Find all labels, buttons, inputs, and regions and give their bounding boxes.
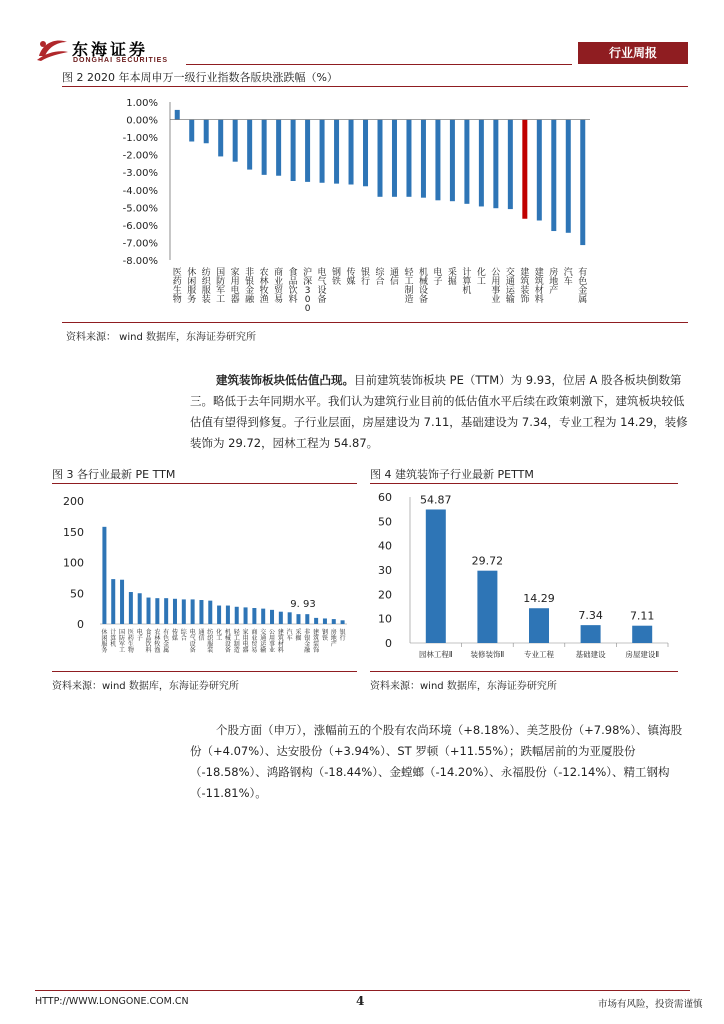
x-tick-label: 银行 bbox=[361, 268, 371, 287]
x-tick-label: 医药生物 bbox=[127, 629, 134, 654]
company-logo-icon bbox=[35, 36, 69, 62]
x-tick-label: 商业贸易 bbox=[251, 629, 258, 654]
bar bbox=[276, 120, 281, 176]
x-tick-label: 房屋建设Ⅱ bbox=[625, 650, 660, 659]
bar bbox=[341, 620, 345, 624]
bar bbox=[378, 120, 383, 197]
bar bbox=[147, 598, 151, 624]
data-label: 54.87 bbox=[420, 493, 452, 507]
bar bbox=[173, 599, 177, 624]
x-tick-label: 化工 bbox=[216, 629, 223, 642]
report-type-badge: 行业周报 bbox=[578, 42, 688, 64]
x-tick-label: 电子 bbox=[136, 629, 143, 642]
bar bbox=[435, 120, 440, 201]
figure3-top-rule bbox=[52, 483, 357, 484]
y-tick-label: -5.00% bbox=[122, 203, 158, 215]
data-label: 29.72 bbox=[471, 554, 504, 568]
bar bbox=[199, 600, 203, 624]
bar bbox=[305, 614, 309, 624]
x-tick-label: 电气设备 bbox=[317, 268, 327, 305]
figure3-bottom-rule bbox=[52, 671, 357, 672]
figure2-top-rule bbox=[62, 86, 688, 87]
y-tick-label: 100 bbox=[63, 556, 84, 570]
bar bbox=[334, 120, 339, 184]
figure3-chart bbox=[52, 487, 357, 669]
x-tick-label: 交通运输 bbox=[505, 268, 515, 305]
bar bbox=[349, 120, 354, 185]
figure2-caption: 图 2 2020 年本周申万一级行业指数各版块涨跌幅（%） bbox=[62, 71, 338, 84]
paragraph-body: 个股方面（申万），涨幅前五的个股有农尚环境（+8.18%）、美芝股份（+7.98%）、镇海股份（+4.07%）、达安股份（+3.94%）、ST 罗顿（+11.55%）；跌幅居前的为亚厦股份（-18.58%）、鸿路钢构（-18.44%）、金螳螂（-14.20%）、永福股份（-12.14%）、精工钢构（-11.81%）。 bbox=[190, 723, 683, 800]
x-tick-label: 建筑材料 bbox=[534, 268, 544, 305]
bar bbox=[155, 598, 159, 624]
x-tick-label: 休闲服务 bbox=[101, 629, 108, 654]
figure3-caption: 图 3 各行业最新 PE TTM bbox=[52, 468, 176, 481]
x-tick-label: 基础建设 bbox=[575, 650, 606, 659]
data-label: 14.29 bbox=[523, 592, 555, 606]
analysis-paragraph-valuation bbox=[190, 370, 688, 454]
x-tick-label: 有色金属 bbox=[578, 268, 588, 305]
x-tick-label: 钢铁 bbox=[332, 268, 342, 287]
x-tick-label: 食品饮料 bbox=[288, 268, 298, 305]
x-tick-label: 传媒 bbox=[171, 629, 178, 642]
bar bbox=[129, 592, 133, 624]
x-tick-label: 家用电器 bbox=[242, 629, 249, 654]
bar bbox=[164, 598, 168, 624]
paragraph-lead: 建筑装饰板块低估值凸现。 bbox=[216, 373, 354, 387]
bar bbox=[279, 612, 283, 624]
bar bbox=[426, 509, 446, 643]
bar bbox=[529, 608, 549, 643]
x-tick-label: 轻工制造 bbox=[233, 629, 240, 654]
x-tick-label: 有色金属 bbox=[163, 629, 170, 654]
figure3-source: 资料来源：wind 数据库，东海证券研究所 bbox=[52, 681, 239, 692]
y-tick-label: 40 bbox=[378, 539, 392, 553]
bar bbox=[479, 120, 484, 207]
y-tick-label: 0 bbox=[77, 618, 84, 631]
x-tick-label: 采掘 bbox=[295, 629, 302, 642]
figure4-bottom-rule bbox=[370, 671, 678, 672]
x-tick-label: 公用事业 bbox=[269, 629, 276, 654]
bar bbox=[291, 120, 296, 181]
bar bbox=[363, 120, 368, 187]
bar bbox=[288, 612, 292, 624]
paragraph-body: 目前建筑装饰板块 PE（TTM）为 9.93，位居 A 股各板块倒数第三。略低于去年同期水平。我们认为建筑行业目前的低估值水平后续在政策刺激下，建筑板块较低估值有望得到修复。子行业层面，房屋建设为 7.11，基础建设为 7.34，专业工程为 14.29，装修装饰为 29.72，园林工程为 54.87。 bbox=[190, 373, 688, 450]
figure4-source: 资料来源：wind 数据库，东海证券研究所 bbox=[370, 681, 557, 692]
x-tick-label: 电子 bbox=[433, 268, 443, 287]
y-tick-label: -3.00% bbox=[122, 168, 158, 180]
bar bbox=[226, 606, 230, 624]
x-tick-label: 机械设备 bbox=[224, 629, 231, 654]
x-tick-label: 汽车 bbox=[563, 268, 573, 287]
bar bbox=[244, 607, 248, 624]
x-tick-label: 非银金融 bbox=[245, 268, 255, 305]
y-tick-label: 10 bbox=[378, 612, 392, 626]
y-tick-label: -6.00% bbox=[122, 220, 158, 232]
x-tick-label: 非银金融 bbox=[304, 629, 311, 654]
x-tick-label: 计算机 bbox=[110, 629, 117, 648]
data-label: 7.11 bbox=[629, 609, 655, 623]
figure2-chart bbox=[62, 90, 688, 320]
x-tick-label: 医药生物 bbox=[172, 268, 182, 305]
x-tick-label: 商业贸易 bbox=[274, 268, 284, 305]
bar bbox=[406, 120, 411, 197]
header-rule bbox=[186, 64, 572, 65]
x-tick-label: 专业工程 bbox=[524, 650, 554, 659]
x-tick-label: 农林牧渔 bbox=[154, 629, 161, 654]
bar bbox=[252, 608, 256, 624]
bar bbox=[537, 120, 542, 221]
x-tick-label: 建筑材料 bbox=[277, 629, 284, 654]
bar bbox=[551, 120, 556, 231]
footer-website-link[interactable]: HTTP://WWW.LONGONE.COM.CN bbox=[35, 996, 189, 1007]
company-logo-subtitle: DONGHAI SECURITIES bbox=[73, 57, 169, 64]
bar bbox=[493, 120, 498, 209]
x-tick-label: 建筑装饰 bbox=[520, 268, 530, 305]
bar bbox=[332, 619, 336, 624]
bar bbox=[111, 579, 115, 624]
company-logo-text: 东海证券 bbox=[72, 40, 149, 59]
x-tick-label: 房地产 bbox=[549, 268, 559, 296]
analysis-paragraph-stocks bbox=[190, 720, 688, 804]
x-tick-label: 国防军工 bbox=[216, 268, 226, 305]
bar bbox=[450, 120, 455, 202]
x-tick-label: 国防军工 bbox=[119, 629, 126, 654]
bar bbox=[522, 120, 527, 219]
x-tick-label: 化工 bbox=[476, 268, 486, 287]
x-tick-label: 轻工制造 bbox=[404, 268, 414, 305]
x-tick-label: 采掘 bbox=[447, 268, 457, 287]
bar bbox=[314, 618, 318, 624]
bar bbox=[508, 120, 513, 210]
y-tick-label: 0.00% bbox=[126, 115, 158, 127]
bar bbox=[247, 120, 252, 170]
y-tick-label: 150 bbox=[63, 525, 84, 539]
figure4-chart bbox=[370, 487, 678, 669]
figure2-bottom-rule bbox=[62, 322, 688, 323]
x-tick-label: 园林工程Ⅱ bbox=[418, 650, 453, 659]
bar bbox=[392, 120, 397, 197]
x-tick-label: 电气设备 bbox=[189, 629, 196, 654]
x-tick-label: 传媒 bbox=[346, 268, 356, 287]
bar bbox=[421, 120, 426, 198]
x-tick-label: 交通运输 bbox=[260, 629, 267, 654]
bar bbox=[632, 626, 652, 643]
page-header bbox=[0, 0, 724, 70]
x-tick-label: 装修装饰Ⅱ bbox=[470, 650, 505, 659]
x-tick-label: 通信 bbox=[389, 268, 399, 287]
bar bbox=[581, 625, 601, 643]
bar bbox=[120, 580, 124, 624]
bar bbox=[464, 120, 469, 204]
bar bbox=[296, 614, 300, 624]
bar bbox=[566, 120, 571, 233]
figure4-caption: 图 4 建筑装饰子行业最新 PETTM bbox=[370, 468, 534, 481]
y-tick-label: -1.00% bbox=[122, 133, 158, 145]
x-tick-label: 休闲服务 bbox=[187, 268, 197, 305]
bar bbox=[477, 571, 497, 643]
page-number: 4 bbox=[356, 994, 365, 1008]
y-tick-label: 50 bbox=[70, 587, 84, 601]
y-tick-label: 200 bbox=[63, 495, 84, 508]
x-tick-label: 食品饮料 bbox=[145, 629, 152, 654]
footer-disclaimer: 市场有风险，投资需谨慎 bbox=[598, 999, 703, 1010]
y-tick-label: -8.00% bbox=[122, 256, 158, 267]
bar bbox=[270, 610, 274, 624]
footer-rule bbox=[35, 990, 690, 991]
x-tick-label: 公用事业 bbox=[491, 268, 501, 305]
figure2-source: 资料来源： wind 数据库，东海证券研究所 bbox=[66, 332, 256, 343]
x-tick-label: 综合 bbox=[375, 268, 385, 287]
y-tick-label: -2.00% bbox=[122, 150, 158, 162]
x-tick-label: 综合 bbox=[180, 629, 187, 642]
x-tick-label: 汽车 bbox=[286, 629, 293, 642]
bar bbox=[235, 607, 239, 624]
figure3-annotation: 9. 93 bbox=[290, 599, 316, 610]
bar bbox=[189, 120, 194, 142]
y-tick-label: 30 bbox=[378, 564, 392, 577]
bar bbox=[208, 601, 212, 624]
bar bbox=[217, 606, 221, 624]
x-tick-label: 通信 bbox=[198, 629, 205, 642]
x-tick-label: 机械设备 bbox=[418, 268, 428, 305]
figure4-top-rule bbox=[370, 483, 678, 484]
y-tick-label: 60 bbox=[378, 491, 392, 504]
bar bbox=[218, 120, 223, 157]
y-tick-label: 1.00% bbox=[126, 98, 158, 109]
y-tick-label: 20 bbox=[378, 588, 392, 602]
bar bbox=[138, 593, 142, 624]
x-tick-label: 计算机 bbox=[462, 268, 472, 296]
data-label: 7.34 bbox=[578, 609, 603, 623]
bar bbox=[233, 120, 238, 162]
bar bbox=[305, 120, 310, 182]
y-tick-label: 0 bbox=[385, 637, 392, 650]
x-tick-label: 沪深 3 0 0 bbox=[303, 268, 313, 314]
bar bbox=[102, 527, 106, 624]
bar bbox=[320, 120, 325, 183]
y-tick-label: 50 bbox=[378, 515, 392, 529]
bar bbox=[191, 599, 195, 624]
bar bbox=[182, 599, 186, 624]
x-tick-label: 农林牧渔 bbox=[259, 268, 269, 305]
bar bbox=[175, 110, 180, 120]
bar bbox=[261, 609, 265, 624]
y-tick-label: -4.00% bbox=[122, 185, 158, 197]
bar bbox=[580, 120, 585, 246]
x-tick-label: 纺织服装 bbox=[207, 629, 214, 654]
bar bbox=[262, 120, 267, 175]
y-tick-label: -7.00% bbox=[122, 238, 158, 250]
x-tick-label: 纺织服装 bbox=[201, 268, 211, 305]
x-tick-label: 钢铁 bbox=[321, 629, 328, 642]
x-tick-label: 建筑装饰 bbox=[313, 629, 320, 654]
x-tick-label: 家用电器 bbox=[230, 268, 240, 305]
x-tick-label: 银行 bbox=[339, 629, 346, 642]
x-tick-label: 房地产 bbox=[330, 629, 337, 648]
bar bbox=[204, 120, 209, 144]
bar bbox=[323, 618, 327, 624]
